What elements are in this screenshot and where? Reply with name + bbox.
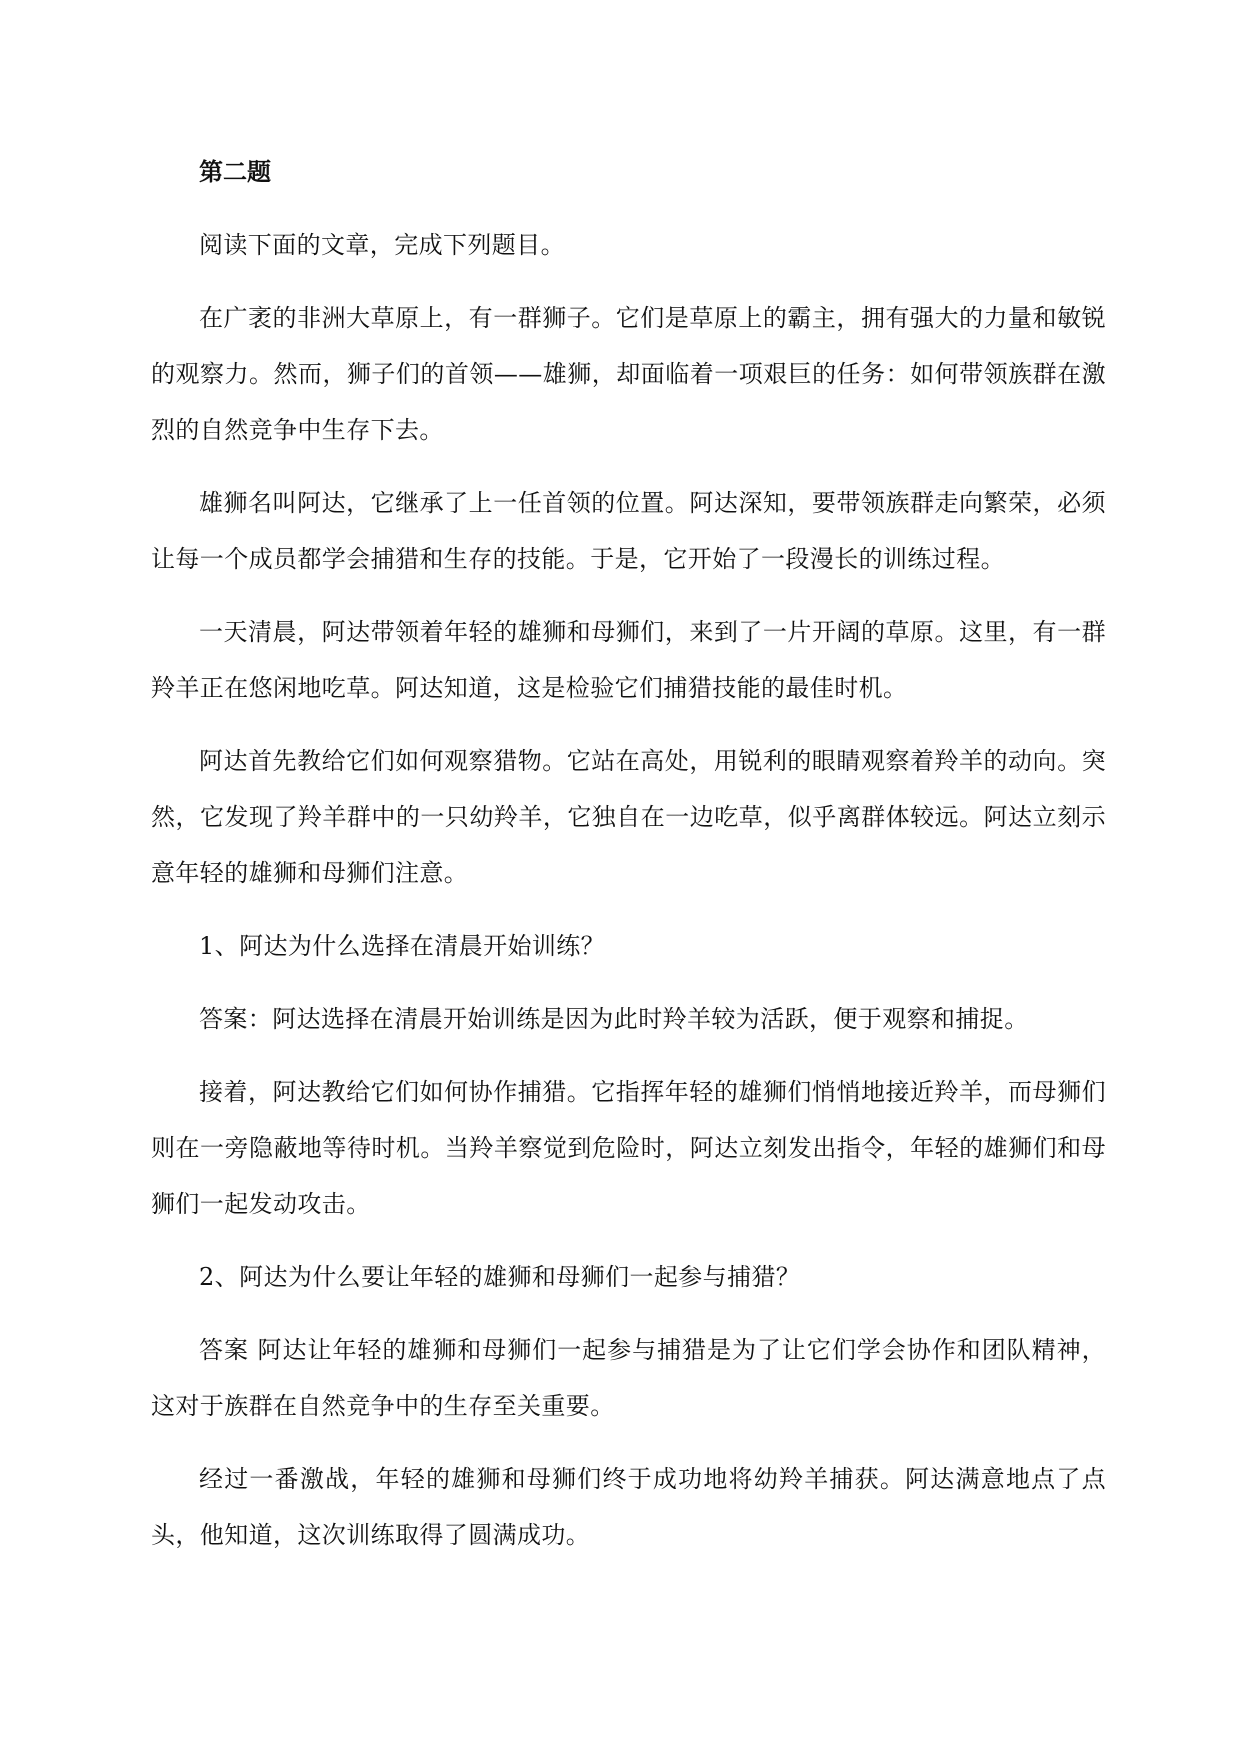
answer-paragraph: 答案 阿达让年轻的雄狮和母狮们一起参与捕猎是为了让它们学会协作和团队精神，这对于族群在自然竞争中的生存至关重要。 bbox=[151, 1336, 1106, 1420]
answer-paragraph: 答案：阿达选择在清晨开始训练是因为此时羚羊较为活跃，便于观察和捕捉。 bbox=[199, 1005, 1029, 1033]
question-paragraph: 2、阿达为什么要让年轻的雄狮和母狮们一起参与捕猎？ bbox=[199, 1263, 801, 1291]
section-title: 第二题 bbox=[199, 157, 271, 186]
story-paragraph: 阿达首先教给它们如何观察猎物。它站在高处，用锐利的眼睛观察着羚羊的动向。突然，它发现了羚羊群中的一只幼羚羊，它独自在一边吃草，似乎离群体较远。阿达立刻示意年轻的雄狮和母狮们注意。 bbox=[151, 747, 1106, 887]
instruction-paragraph: 阅读下面的文章，完成下列题目。 bbox=[199, 231, 565, 259]
story-paragraph: 雄狮名叫阿达，它继承了上一任首领的位置。阿达深知，要带领族群走向繁荣，必须让每一个成员都学会捕猎和生存的技能。于是，它开始了一段漫长的训练过程。 bbox=[151, 489, 1106, 573]
story-paragraph: 一天清晨，阿达带领着年轻的雄狮和母狮们，来到了一片开阔的草原。这里，有一群羚羊正在悠闲地吃草。阿达知道，这是检验它们捕猎技能的最佳时机。 bbox=[151, 618, 1106, 702]
document-body bbox=[151, 144, 1106, 1580]
story-paragraph: 在广袤的非洲大草原上，有一群狮子。它们是草原上的霸主，拥有强大的力量和敏锐的观察力。然而，狮子们的首领——雄狮，却面临着一项艰巨的任务：如何带领族群在激烈的自然竞争中生存下去。 bbox=[151, 304, 1106, 444]
story-paragraph: 经过一番激战，年轻的雄狮和母狮们终于成功地将幼羚羊捕获。阿达满意地点了点头，他知道，这次训练取得了圆满成功。 bbox=[151, 1465, 1106, 1549]
story-paragraph: 接着，阿达教给它们如何协作捕猎。它指挥年轻的雄狮们悄悄地接近羚羊，而母狮们则在一旁隐蔽地等待时机。当羚羊察觉到危险时，阿达立刻发出指令，年轻的雄狮们和母狮们一起发动攻击。 bbox=[151, 1078, 1106, 1218]
question-paragraph: 1、阿达为什么选择在清晨开始训练？ bbox=[199, 932, 606, 960]
